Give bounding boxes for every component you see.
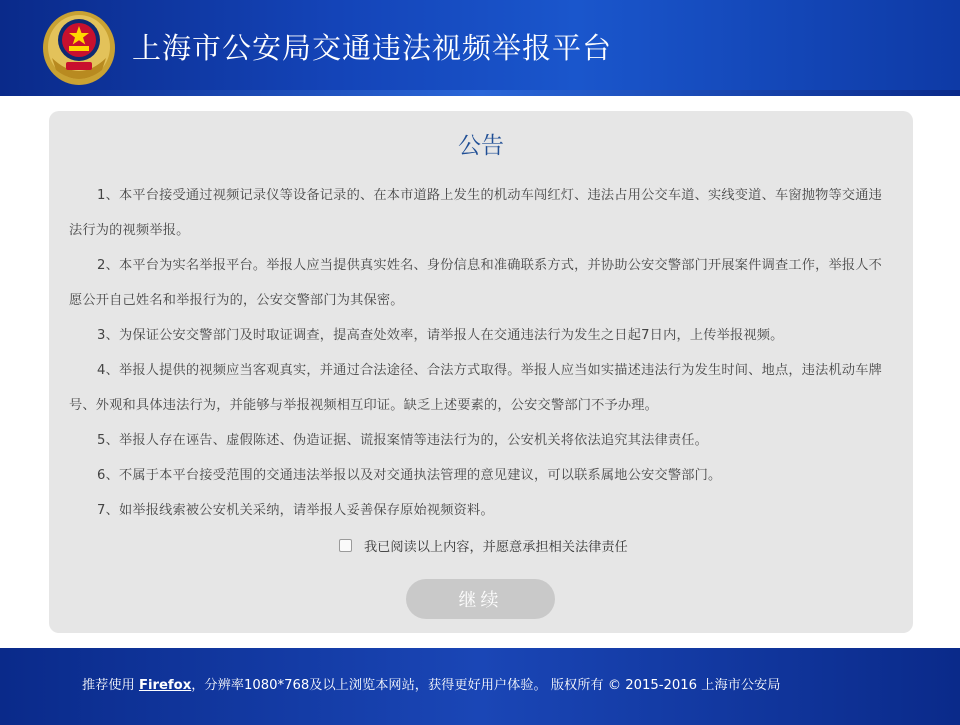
site-footer bbox=[0, 648, 960, 725]
firefox-link[interactable]: Firefox bbox=[138, 678, 192, 693]
notice-items bbox=[69, 178, 889, 528]
police-emblem-icon bbox=[40, 6, 118, 86]
site-title: 上海市公安局交通违法视频举报平台 bbox=[132, 31, 613, 65]
notice-item: 3、为保证公安交警部门及时取证调查，提高查处效率，请举报人在交通违法行为发生之日起7日内，上传举报视频。 bbox=[97, 328, 784, 343]
notice-panel bbox=[49, 111, 913, 633]
agree-checkbox[interactable] bbox=[339, 539, 352, 552]
notice-item: 5、举报人存在诬告、虚假陈述、伪造证据、谎报案情等违法行为的，公安机关将依法追究其法律责任。 bbox=[97, 433, 709, 448]
footer-prefix: 推荐使用 bbox=[82, 678, 139, 693]
notice-item: 6、不属于本平台接受范围的交通违法举报以及对交通执法管理的意见建议，可以联系属地公安交警部门。 bbox=[97, 468, 722, 483]
notice-item: 4、举报人提供的视频应当客观真实，并通过合法途径、合法方式取得。举报人应当如实描述违法行为发生时间、地点，违法机动车牌号、外观和具体违法行为，并能够与举报视频相互印证。缺乏上述要素的，公安交警部门不予办理。 bbox=[69, 363, 883, 413]
site-header bbox=[0, 0, 960, 96]
notice-item: 2、本平台为实名举报平台。举报人应当提供真实姓名、身份信息和准确联系方式，并协助公安交警部门开展案件调查工作，举报人不愿公开自己姓名和举报行为的，公安交警部门为其保密。 bbox=[69, 258, 883, 308]
agree-label: 我已阅读以上内容，并愿意承担相关法律责任 bbox=[364, 539, 628, 555]
footer-text bbox=[82, 674, 780, 693]
agree-row[interactable] bbox=[339, 535, 628, 555]
notice-title: 公告 bbox=[458, 133, 504, 159]
continue-button[interactable]: 继续 bbox=[406, 579, 555, 619]
notice-item: 7、如举报线索被公安机关采纳，请举报人妥善保存原始视频资料。 bbox=[97, 503, 494, 518]
notice-item: 1、本平台接受通过视频记录仪等设备记录的、在本市道路上发生的机动车闯红灯、违法占用公交车道、实线变道、车窗抛物等交通违法行为的视频举报。 bbox=[69, 188, 883, 238]
footer-suffix: ，分辨率1080*768及以上浏览本网站，获得更好用户体验。 版权所有 © 2015-2016 上海市公安局 bbox=[191, 678, 781, 693]
